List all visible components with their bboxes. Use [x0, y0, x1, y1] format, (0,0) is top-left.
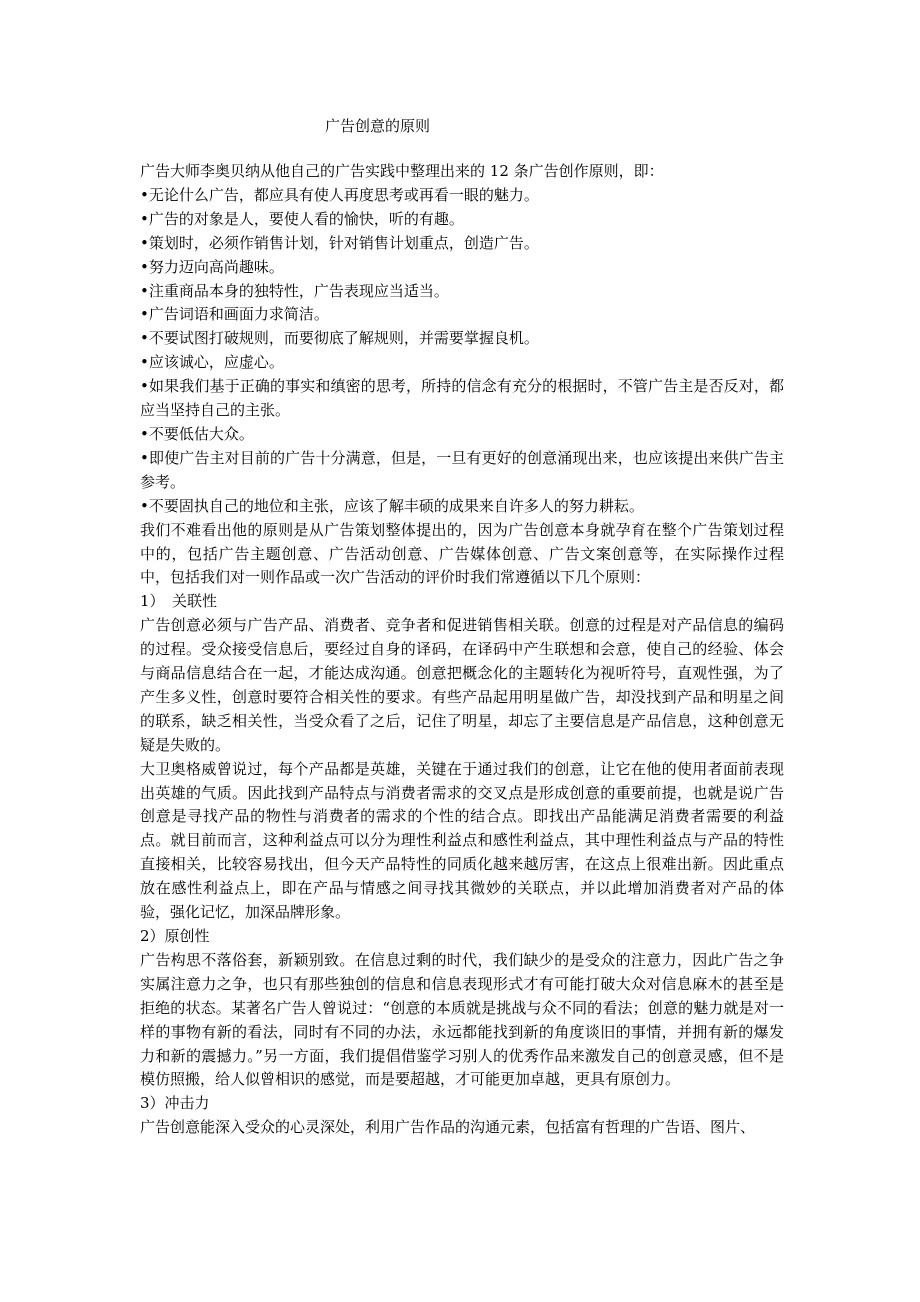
principle-item: • 无论什么广告，都应具有使人再度思考或再看一眼的魅力。	[140, 184, 784, 208]
body-paragraph: 广告创意能深入受众的心灵深处，利用广告作品的沟通元素，包括富有哲理的广告语、图片、	[140, 1118, 756, 1137]
section-heading-relevance: 1） 关联性	[140, 592, 218, 611]
principle-item: • 即使广告主对目前的广告十分满意，但是，一旦有更好的创意涌现出来，也应该提出来供广告主参考。	[140, 447, 784, 495]
body-paragraph: 大卫奥格威曾说过，每个产品都是英雄，关键在于通过我们的创意，让它在他的使用者面前表现出英雄的气质。因此找到产品特点与消费者需求的交叉点是形成创意的重要前提，也就是说广告创意是寻找产品的物性与消费者的需求的个性的结合点。即找出产品能满足消费者需要的利益点。就目前而言，这种利益点可以分为理性利益点和感性利益点，其中理性利益点与产品的特性直接相关，比较容易找出，但今天产品特性的同质化越来越厉害，在这点上很难出新。因此重点放在感性利益点上，即在产品与情感之间寻找其微妙的关联点，并以此增加消费者对产品的体验，强化记忆，加深品牌形象。	[140, 759, 784, 922]
principle-item: • 努力迈向高尚趣味。	[140, 256, 784, 280]
summary-paragraph: 我们不难看出他的原则是从广告策划整体提出的，因为广告创意本身就孕育在整个广告策划过程中的，包括广告主题创意、广告活动创意、广告媒体创意、广告文案创意等，在实际操作过程中，包括我们对一则作品或一次广告活动的评价时我们常遵循以下几个原则：	[140, 520, 784, 587]
principle-item: • 策划时，必须作销售计划，针对销售计划重点，创造广告。	[140, 232, 784, 256]
body-paragraph: 广告构思不落俗套，新颖别致。在信息过剩的时代，我们缺少的是受众的注意力，因此广告之争实属注意力之争，也只有那些独创的信息和信息表现形式才有可能打破大众对信息麻木的甚至是拒绝的状态。某著名广告人曾说过：“创意的本质就是挑战与众不同的看法；创意的魅力就是对一样的事物有新的看法，同时有不同的办法，永远都能找到新的角度谈旧的事情，并拥有新的爆发力和新的震撼力。”另一方面，我们提倡借鉴学习别人的优秀作品来激发自己的创意灵感，但不是模仿照搬，给人似曾相识的感觉，而是要超越，才可能更加卓越，更具有原创力。	[140, 950, 784, 1089]
section-heading-originality: 2）原创性	[140, 927, 210, 945]
principle-item: • 广告词语和画面力求简洁。	[140, 303, 784, 327]
document-title: 广告创意的原则	[325, 117, 431, 135]
principle-item: • 应该诚心，应虚心。	[140, 351, 784, 375]
body-paragraph: 广告创意必须与广告产品、消费者、竞争者和促进销售相关联。创意的过程是对产品信息的编码的过程。受众接受信息后，要经过自身的译码，在译码中产生联想和会意，使自己的经验、体会与商品信息结合在一起，才能达成沟通。创意把概念化的主题转化为视听符号，直观性强，为了产生多义性，创意时要符合相关性的要求。有些产品起用明星做广告，却没找到产品和明星之间的联系，缺乏相关性，当受众看了之后，记住了明星，却忘了主要信息是产品信息，这种创意无疑是失败的。	[140, 616, 784, 754]
principle-item: • 不要低估大众。	[140, 423, 784, 447]
principle-item: • 不要固执自己的地位和主张，应该了解丰硕的成果来自许多人的努力耕耘。	[140, 495, 784, 519]
section-heading-impact: 3）冲击力	[140, 1094, 210, 1113]
document-body	[140, 160, 784, 1140]
principle-item: • 广告的对象是人，要使人看的愉快，听的有趣。	[140, 208, 784, 232]
principle-item: • 注重商品本身的独特性，广告表现应当适当。	[140, 280, 784, 304]
principle-item: • 不要试图打破规则，而要彻底了解规则，并需要掌握良机。	[140, 327, 784, 351]
intro-paragraph: 广告大师李奥贝纳从他自己的广告实践中整理出来的 12 条广告创作原则，即：	[140, 162, 664, 180]
principle-item: • 如果我们基于正确的事实和缜密的思考，所持的信念有充分的根据时，不管广告主是否反对，都应当坚持自己的主张。	[140, 375, 784, 423]
